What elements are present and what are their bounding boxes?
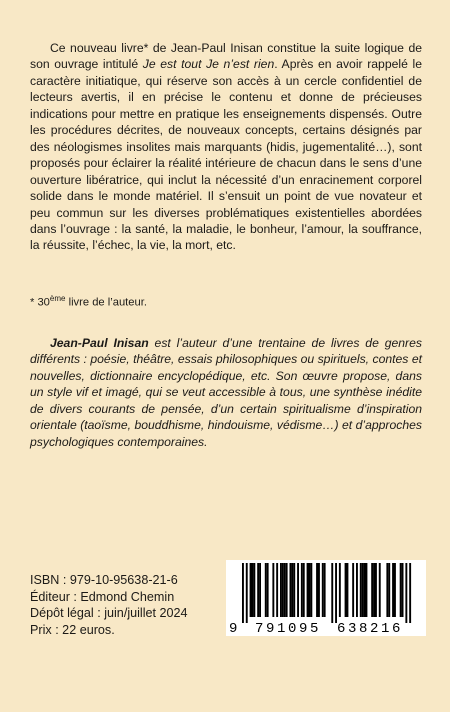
barcode-bar	[259, 563, 261, 617]
barcode-bar	[284, 563, 286, 617]
barcode-bar	[307, 563, 309, 617]
barcode-digit-first: 9	[229, 621, 238, 636]
barcode-bar	[309, 563, 311, 617]
barcode-bar	[347, 563, 349, 617]
referenced-book-title: Je est tout Je n’est rien	[142, 57, 275, 72]
barcode-bar	[373, 563, 375, 617]
barcode-bar	[394, 563, 396, 617]
barcode-digits-right: 638216	[336, 621, 404, 636]
isbn-barcode	[226, 560, 426, 636]
barcode-bar	[290, 563, 292, 617]
publication-info	[30, 572, 188, 638]
price: Prix : 22 euros.	[30, 622, 115, 637]
isbn: ISBN : 979-10-95638-21-6	[30, 573, 178, 587]
author-bio-text: est l’auteur d’une trentaine de livres de genres différents : poésie, théâtre, essais philosophiques ou spirituels, contes et nouvelles, dictionnaire encyclopédique, etc. Son œuvre propose, dans un style vif et imagé, qui se veut accessible à tous, une synthèse inédite de divers courants de pensée, d’un certain spiritualisme d’inspiration orientale (taoïsme, bouddhisme, hindouisme, védisme…) et d’approches psychologiques contemporaines.	[30, 336, 422, 449]
barcode-bar	[345, 563, 347, 617]
barcode-bar	[352, 563, 354, 617]
barcode-bar	[364, 563, 366, 617]
barcode-bars	[242, 563, 411, 623]
barcode-graphic	[226, 560, 426, 636]
barcode-bar	[335, 563, 337, 623]
barcode-bar	[405, 563, 407, 623]
barcode-bar	[322, 563, 324, 617]
footnote-superscript: ème	[49, 294, 66, 303]
barcode-bar	[400, 563, 402, 617]
barcode-digits-left: 791095	[254, 621, 322, 636]
barcode-bar	[356, 563, 358, 617]
footnote-number: * 30	[30, 296, 50, 309]
barcode-bar	[371, 563, 373, 617]
barcode-bar	[316, 563, 318, 617]
barcode-bar	[392, 563, 394, 617]
barcode-bar	[362, 563, 364, 617]
barcode-bar	[366, 563, 368, 617]
barcode-bar	[257, 563, 259, 617]
publisher: Éditeur : Edmond Chemin	[30, 589, 175, 604]
barcode-bar	[252, 563, 254, 617]
barcode-bar	[250, 563, 252, 617]
barcode-bar	[293, 563, 295, 617]
blurb-text-start: Ce nouveau livre* de Jean-Paul Inisan constitue la suite logique de son ouvrage intitulé	[30, 41, 422, 72]
barcode-bar	[246, 563, 248, 623]
barcode-bar	[272, 563, 274, 617]
barcode-bar	[339, 563, 341, 617]
barcode-bar	[324, 563, 326, 617]
barcode-bar	[282, 563, 284, 617]
barcode-bar	[286, 563, 288, 617]
barcode-bar	[253, 563, 255, 617]
barcode-bar	[388, 563, 390, 617]
blurb-text-rest: . Après en avoir rappelé le caractère initiatique, qui réserve son accès à un cercle confidentiel de lecteurs avertis, il en précise le contenu et donne de précieuses indications pour mettre en pratique les enseignements dispensés. Outre les procédures décrites, de nouveaux concepts, certains désignés par des néologismes insolites mais marquants (hidis, jugementalité…), sont proposés pour éclairer la réalité intérieure de chacun dans le sens d’une ouverture libératrice, qui inclut la nécessité d’un enracinement corporel solide dans le monde matériel. Il s’ensuit un point de vue novateur et peu commun sur les diverses problématiques existentielles abordées dans l’ouvrage : la santé, la maladie, le bonheur, l’amour, la souffrance, la réussite, l’échec, la vie, la mort, etc.	[30, 57, 422, 253]
barcode-bar	[331, 563, 333, 623]
barcode-bar	[379, 563, 381, 617]
legal-deposit: Dépôt légal : juin/juillet 2024	[30, 606, 188, 621]
barcode-bar	[318, 563, 320, 617]
barcode-bar	[360, 563, 362, 617]
author-name: Jean-Paul Inisan	[50, 336, 149, 350]
barcode-bar	[301, 563, 303, 617]
barcode-bar	[276, 563, 278, 617]
barcode-bar	[267, 563, 269, 617]
barcode-bar	[402, 563, 404, 617]
barcode-bar	[280, 563, 282, 617]
barcode-bar	[265, 563, 267, 617]
barcode-bar	[297, 563, 299, 617]
back-cover-blurb	[30, 40, 422, 254]
author-bio	[30, 335, 422, 450]
barcode-bar	[409, 563, 411, 623]
barcode-bar	[375, 563, 377, 617]
barcode-bar	[291, 563, 293, 617]
footnote-text: livre de l’auteur.	[65, 296, 147, 309]
barcode-bar	[386, 563, 388, 617]
barcode-bar	[242, 563, 244, 623]
barcode-bar	[303, 563, 305, 617]
footnote	[30, 294, 147, 309]
barcode-bar	[310, 563, 312, 617]
